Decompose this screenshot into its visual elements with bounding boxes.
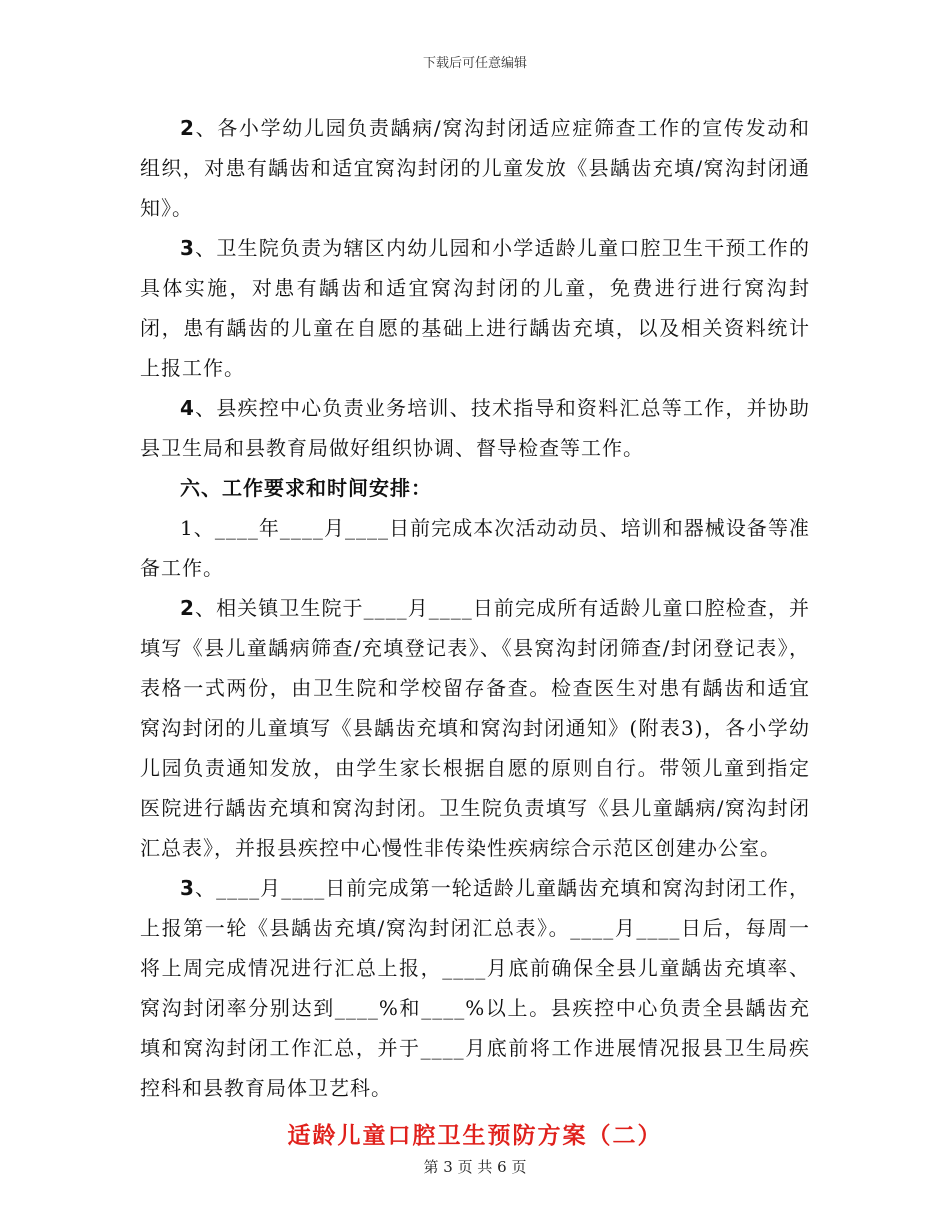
paragraph-schedule-1: 1、____年____月____日前完成本次活动动员、培训和器械设备等准备工作。 bbox=[140, 516, 810, 580]
header-note: 下载后可任意编辑 bbox=[422, 56, 527, 71]
paragraph-text: 、____月____日前完成第一轮适龄儿童龋齿充填和窝沟封闭工作，上报第一轮《县龋齿充填/窝沟封闭汇总表》。____月____日后，每周一将上周完成情况进行汇总上报，____月底前确保全县儿童龋齿充填率、窝沟封闭率分别达到____%和____%以上。县疾控中心负责全县龋齿充填和窝沟封闭工作汇总，并于____月底前将工作进展情况报县卫生局疾控科和县教育局体卫艺科。 bbox=[140, 876, 810, 1100]
document-body bbox=[140, 108, 810, 1158]
paragraph-text: 、卫生院负责为辖区内幼儿园和小学适龄儿童口腔卫生干预工作的具体实施，对患有龋齿和适宜窝沟封闭的儿童，免费进行进行窝沟封闭，患有龋齿的儿童在自愿的基础上进行龋齿充填，以及相关资料统计上报工作。 bbox=[140, 236, 810, 380]
section-title: 适龄儿童口腔卫生预防方案（二） bbox=[287, 1122, 663, 1149]
item-number: 2 bbox=[180, 596, 195, 620]
paragraph-schedule-2 bbox=[140, 588, 810, 868]
page-footer: 第 3 页 共 6 页 bbox=[423, 1158, 527, 1176]
item-number: 3 bbox=[180, 236, 195, 260]
item-number: 4 bbox=[180, 396, 195, 420]
item-number: 3 bbox=[180, 876, 195, 900]
paragraph-duty-3 bbox=[140, 228, 810, 388]
paragraph-duty-4 bbox=[140, 388, 810, 468]
section-heading-six: 六、工作要求和时间安排： bbox=[180, 476, 432, 500]
item-number: 2 bbox=[180, 116, 195, 140]
paragraph-text: 、各小学幼儿园负责龋病/窝沟封闭适应症筛查工作的宣传发动和组织，对患有龋齿和适宜窝沟封闭的儿童发放《县龋齿充填/窝沟封闭通知》。 bbox=[140, 116, 810, 220]
paragraph-duty-2 bbox=[140, 108, 810, 228]
paragraph-text: 、县疾控中心负责业务培训、技术指导和资料汇总等工作，并协助县卫生局和县教育局做好组织协调、督导检查等工作。 bbox=[140, 396, 810, 460]
paragraph-schedule-3 bbox=[140, 868, 810, 1108]
paragraph-text: 、相关镇卫生院于____月____日前完成所有适龄儿童口腔检查，并填写《县儿童龋病筛查/充填登记表》、《县窝沟封闭筛查/封闭登记表》，表格一式两份，由卫生院和学校留存备查。检查医生对患有龋齿和适宜窝沟封闭的儿童填写《县龋齿充填和窝沟封闭通知》(附表3)，各小学幼儿园负责通知发放，由学生家长根据自愿的原则自行。带领儿童到指定医院进行龋齿充填和窝沟封闭。卫生院负责填写《县儿童龋病/窝沟封闭汇总表》，并报县疾控中心慢性非传染性疾病综合示范区创建办公室。 bbox=[140, 596, 810, 860]
